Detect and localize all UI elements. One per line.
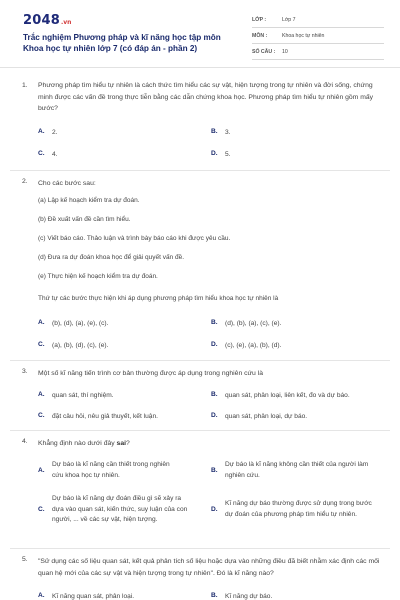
option-key: A. — [38, 592, 45, 599]
option-key: A. — [38, 319, 45, 326]
worksheet-meta — [252, 12, 384, 60]
step-item: (b) Đề xuất vấn đề cần tìm hiểu. — [38, 216, 131, 223]
option-key: D. — [211, 412, 218, 419]
option-text: (b), (d), (a), (e), (c). — [52, 320, 109, 327]
meta-key: SỐ CÂU : — [252, 48, 276, 55]
option-text: Dự báo là kĩ năng không cần thiết của người làm nghiên cứu. — [225, 461, 369, 479]
option-text: 5. — [225, 151, 231, 158]
option-text: Dự báo là kĩ năng cần thiết trong nghiên cứu khoa học tự nhiên. — [52, 461, 170, 479]
meta-value: Lớp 7 — [282, 16, 296, 23]
divider — [10, 360, 390, 361]
option-c[interactable] — [38, 412, 158, 422]
meta-row-class — [252, 12, 384, 28]
logo-domain-text: .vn — [60, 19, 72, 26]
option-b[interactable] — [211, 128, 231, 138]
option-c[interactable] — [38, 494, 198, 526]
option-text: 4. — [52, 151, 58, 158]
meta-value: Khoa học tự nhiên — [282, 32, 325, 39]
option-d[interactable] — [211, 150, 231, 160]
page-title: Trắc nghiệm Phương pháp và kĩ năng học tập môn Khoa học tự nhiên lớp 7 (có đáp án - phần 2) — [23, 33, 221, 53]
question-text: Phương pháp tìm hiểu tự nhiên là cách thức tìm hiểu các sự vật, hiện tượng trong tự nhiên và đời sống, chứng minh được các vấn đề trong thực tiễn bằng các dẫn chứng khoa học. Phương pháp tìm hiểu tự nhiên gồm mấy bước? — [38, 82, 374, 112]
question-text-part: ? — [126, 440, 130, 447]
question-number: 2. — [22, 178, 28, 185]
step-item: (c) Viết báo cáo. Thảo luận và trình bày báo cáo khi được yêu cầu. — [38, 235, 231, 242]
step-item: (e) Thực hiện kế hoạch kiểm tra dự đoán. — [38, 273, 158, 280]
site-logo[interactable] — [23, 13, 71, 28]
option-c[interactable] — [38, 150, 58, 160]
question-number: 1. — [22, 82, 28, 89]
question-text: Cho các bước sau: — [38, 180, 96, 187]
option-text: (d), (b), (a), (c), (e). — [225, 320, 282, 327]
option-text: 2. — [52, 129, 58, 136]
option-a[interactable] — [38, 391, 114, 401]
option-b[interactable] — [211, 319, 281, 329]
step-item: (a) Lập kế hoạch kiểm tra dự đoán. — [38, 197, 140, 204]
option-text: Dự báo là kĩ năng dự đoán điều gì sẽ xảy ra dựa vào quan sát, kiến thức, suy luận của con người, ... về các sự vật, hiện tượng. — [52, 495, 188, 523]
option-text: quan sát, thí nghiệm. — [52, 392, 114, 399]
option-text: Kĩ năng dự báo thường được sử dụng trong bước dự đoán của phương pháp tìm hiểu tự nhiên. — [225, 500, 372, 518]
option-a[interactable] — [38, 128, 58, 138]
option-key: B. — [211, 592, 218, 599]
option-text: đặt câu hỏi, nêu giả thuyết, kết luận. — [52, 413, 158, 420]
meta-key: MÔN : — [252, 32, 268, 39]
option-key: C. — [38, 412, 45, 419]
question-prompt: Thứ tự các bước thực hiện khi áp dụng phương pháp tìm hiểu khoa học tự nhiên là — [38, 295, 279, 302]
logo-main-text: 2048 — [23, 13, 60, 28]
option-d[interactable] — [211, 412, 307, 422]
option-text: Kĩ năng dự báo. — [225, 593, 273, 600]
question-number: 4. — [22, 438, 28, 445]
question-text — [38, 438, 383, 450]
option-key: C. — [38, 341, 45, 348]
question-number: 3. — [22, 368, 28, 375]
option-c[interactable] — [38, 341, 108, 351]
option-key: B. — [211, 128, 218, 135]
option-d[interactable] — [211, 341, 281, 351]
option-text: quan sát, phân loại, dự báo. — [225, 413, 308, 420]
divider — [10, 548, 390, 549]
option-key: A. — [38, 391, 45, 398]
option-a[interactable] — [38, 319, 108, 329]
question-text-part: Khẳng định nào dưới đây — [38, 440, 117, 447]
option-key: B. — [211, 391, 218, 398]
emphasis-text: sai — [116, 440, 126, 447]
option-text: (c), (e), (a), (b), (d). — [225, 342, 282, 349]
meta-key: LỚP : — [252, 16, 267, 23]
step-item: (d) Đưa ra dự đoán khoa học để giải quyết vấn đề. — [38, 254, 185, 261]
question-text: Một số kĩ năng tiến trình cơ bản thường được áp dụng trong nghiên cứu là — [38, 370, 264, 377]
option-key: B. — [211, 319, 218, 326]
option-text: quan sát, phân loại, liên kết, đo và dự báo. — [225, 392, 350, 399]
option-key: A. — [38, 467, 45, 474]
option-key: C. — [38, 150, 45, 157]
option-text: 3. — [225, 129, 231, 136]
option-key: D. — [211, 150, 218, 157]
option-b[interactable] — [211, 391, 350, 401]
option-a[interactable] — [38, 592, 134, 600]
option-b[interactable] — [211, 592, 272, 600]
option-b[interactable] — [211, 460, 376, 481]
divider — [10, 430, 390, 431]
question-text: "Sử dụng các số liệu quan sát, kết quả phân tích số liệu hoặc dựa vào những điều đã biết nhằm xác định các mối quan hệ mới của các sự vật và hiện tượng trong tự nhiên". Đó là kĩ năng nào? — [38, 558, 380, 577]
option-key: C. — [38, 506, 45, 514]
meta-row-count — [252, 44, 384, 60]
option-text: (a), (b), (d), (c), (e). — [52, 342, 109, 349]
option-d[interactable] — [211, 499, 381, 520]
option-key: D. — [211, 506, 218, 513]
option-text: Kĩ năng quan sát, phân loại. — [52, 593, 135, 600]
meta-value: 10 — [282, 48, 288, 55]
option-key: A. — [38, 128, 45, 135]
question-number: 5. — [22, 556, 28, 563]
worksheet-header — [0, 0, 400, 68]
option-key: B. — [211, 467, 218, 474]
divider — [10, 170, 390, 171]
option-key: D. — [211, 341, 218, 348]
option-a[interactable] — [38, 460, 198, 481]
meta-row-subject — [252, 28, 384, 44]
